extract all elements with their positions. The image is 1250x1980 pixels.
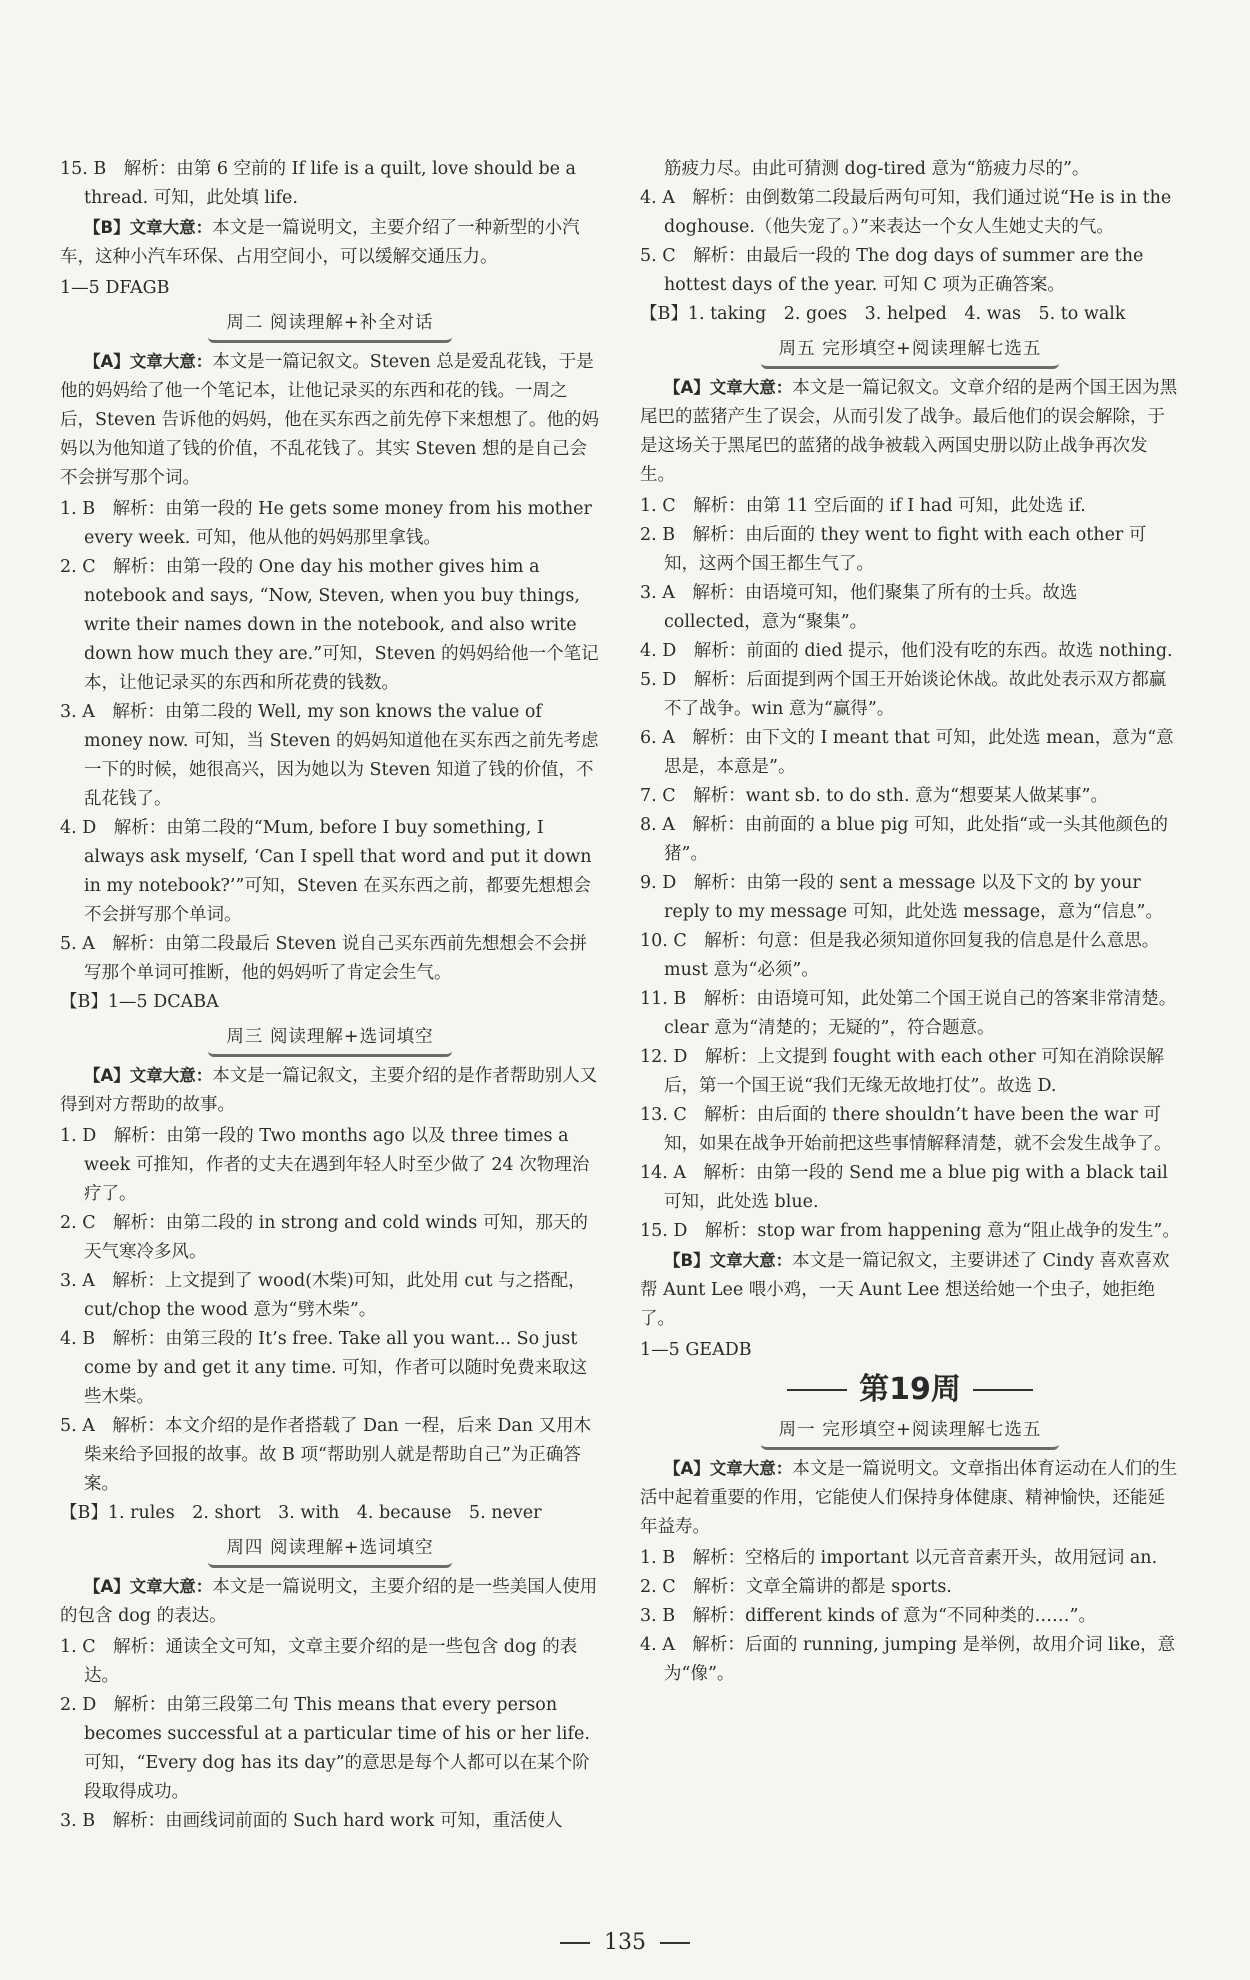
summary-text: 本文是一篇记叙文。文章介绍的是两个国王因为黑尾巴的蓝猪产生了误会，从而引发了战争。最后他们的误会解除，于是这场关于黑尾巴的蓝猪的战争被载入两国史册以防止战争再次发生。 [640, 378, 1178, 485]
answer-explanation: 2. B 解析：由后面的 they went to fight with each other 可知，这两个国王都生气了。 [640, 525, 1147, 574]
answer-explanation: 1. D 解析：由第一段的 Two months ago 以及 three times a week 可推知，作者的丈夫在遇到年轻人时至少做了 24 次物理治疗了。 [60, 1126, 590, 1204]
summary-text: 本文是一篇说明文，主要介绍的是一些美国人使用的包含 dog 的表达。 [60, 1577, 598, 1626]
answer-explanation: 5. C 解析：由最后一段的 The dog days of summer are the hottest days of the year. 可知 C 项为正确答案。 [640, 246, 1144, 295]
article-summary [640, 373, 1180, 490]
answer-explanation: 4. D 解析：由第二段的“Mum, before I buy something, I always ask myself, ‘Can I spell that word and put it down in my notebook?’”可知，Steven 在买东西之前，都要先想想会不会拼写那个单词。 [60, 818, 592, 925]
answer-line: 1—5 GEADB [640, 1340, 752, 1360]
answer-explanation: 5. A 解析：本文介绍的是作者搭载了 Dan 一程，后来 Dan 又用木柴来给予回报的故事。故 B 项“帮助别人就是帮助自己”为正确答案。 [60, 1416, 592, 1494]
left-column [60, 155, 600, 1836]
answer-explanation: 4. A 解析：由倒数第二段最后两句可知，我们通过说“He is in the doghouse.（他失宠了。）”来表达一个女人生她丈夫的气。 [640, 188, 1172, 237]
answer-explanation: 14. A 解析：由第一段的 Send me a blue pig with a black tail 可知，此处选 blue. [640, 1163, 1168, 1212]
answer-explanation: 3. B 解析：different kinds of 意为“不同种类的……”。 [640, 1606, 1096, 1626]
article-summary [60, 213, 600, 272]
answer-explanation: 2. C 解析：由第二段的 in strong and cold winds 可知，那天的天气寒冷多风。 [60, 1213, 588, 1262]
summary-text: 本文是一篇记叙文。Steven 总是爱乱花钱，于是他的妈妈给了他一个笔记本，让他记录买的东西和花的钱。一周之后，Steven 告诉他的妈妈，他在买东西之前先停下来想想了。他的妈妈以为他知道了钱的价值，不乱花钱了。其实 Steven 想的是自己会不会拼写那个词。 [60, 352, 599, 488]
section-heading-text: 周一 完形填空+阅读理解七选五 [761, 1416, 1060, 1450]
summary-tag: 【A】文章大意： [664, 378, 793, 397]
right-column [640, 155, 1180, 1689]
page-number [0, 1930, 1250, 1955]
page-number-text: 135 [604, 1930, 646, 1955]
summary-text: 本文是一篇说明文。文章指出体育运动在人们的生活中起着重要的作用，它能使人们保持身体健康、精神愉快，还能延年益寿。 [640, 1459, 1178, 1537]
summary-tag: 【A】文章大意： [84, 1577, 213, 1596]
answer-explanation: 3. A 解析：上文提到了 wood(木柴)可知，此处用 cut 与之搭配，cut/chop the wood 意为“劈木柴”。 [60, 1271, 586, 1320]
summary-tag: 【A】文章大意： [84, 352, 213, 371]
summary-text: 本文是一篇说明文，主要介绍了一种新型的小汽车，这种小汽车环保、占用空间小，可以缓解交通压力。 [60, 218, 580, 267]
summary-text: 本文是一篇记叙文，主要介绍的是作者帮助别人又得到对方帮助的故事。 [60, 1066, 598, 1115]
answer-explanation: 15. D 解析：stop war from happening 意为“阻止战争的发生”。 [640, 1221, 1180, 1241]
section-heading [60, 1023, 600, 1057]
answer-explanation: 1. B 解析：空格后的 important 以元音音素开头，故用冠词 an. [640, 1548, 1158, 1568]
section-heading-text: 周三 阅读理解+选词填空 [208, 1023, 451, 1057]
answer-explanation: 2. D 解析：由第三段第二句 This means that every person becomes successful at a particular time of his or her life. 可知，“Every dog has its day”的意思是每个人都可以在某个阶段取得成功。 [60, 1695, 590, 1802]
summary-text: 本文是一篇记叙文，主要讲述了 Cindy 喜欢喜欢帮 Aunt Lee 喂小鸡，一天 Aunt Lee 想送给她一个虫子，她拒绝了。 [640, 1251, 1170, 1329]
answer-explanation: 8. A 解析：由前面的 a blue pig 可知，此处指“或一头其他颜色的猪”。 [640, 815, 1168, 864]
answer-explanation: 7. C 解析：want sb. to do sth. 意为“想要某人做某事”。 [640, 786, 1108, 806]
page-number-dash-left [560, 1942, 590, 1944]
section-heading-text: 周五 完形填空+阅读理解七选五 [761, 335, 1060, 369]
week-title-text: 第19周 [859, 1372, 961, 1407]
section-heading [60, 1534, 600, 1568]
answer-explanation: 3. A 解析：由第二段的 Well, my son knows the value of money now. 可知，当 Steven 的妈妈知道他在买东西之前先考虑一下的时候，她很高兴，因为她以为 Steven 知道了钱的价值，不乱花钱了。 [60, 702, 599, 809]
answer-explanation: 12. D 解析：上文提到 fought with each other 可知在消除误解后，第一个国王说“我们无缘无故地打仗”。故选 D. [640, 1047, 1164, 1096]
answer-explanation: 11. B 解析：由语境可知，此处第二个国王说自己的答案非常清楚。clear 意为“清楚的；无疑的”，符合题意。 [640, 989, 1177, 1038]
summary-tag: 【A】文章大意： [664, 1459, 793, 1478]
answer-explanation: 13. C 解析：由后面的 there shouldn’t have been the war 可知，如果在战争开始前把这些事情解释清楚，就不会发生战争了。 [640, 1105, 1172, 1154]
page-number-dash-right [660, 1942, 690, 1944]
answer-explanation: 9. D 解析：由第一段的 sent a message 以及下文的 by your reply to my message 可知，此处选 message，意为“信息”。 [640, 873, 1163, 922]
summary-tag: 【B】文章大意： [84, 218, 213, 237]
answer-explanation: 5. D 解析：后面提到两个国王开始谈论休战。故此处表示双方都赢不了战争。win 意为“赢得”。 [640, 670, 1167, 719]
answer-line: 【B】1. taking 2. goes 3. helped 4. was 5. to walk [640, 304, 1126, 324]
section-heading-text: 周四 阅读理解+选词填空 [208, 1534, 451, 1568]
answer-explanation: 1. C 解析：由第 11 空后面的 if I had 可知，此处选 if. [640, 496, 1086, 516]
answer-line: 【B】1. rules 2. short 3. with 4. because 5. never [60, 1503, 542, 1523]
answer-explanation: 6. A 解析：由下文的 I meant that 可知，此处选 mean，意为“意思是，本意是”。 [640, 728, 1174, 777]
answer-explanation: 1. C 解析：通读全文可知，文章主要介绍的是一些包含 dog 的表达。 [60, 1637, 578, 1686]
answer-explanation: 3. A 解析：由语境可知，他们聚集了所有的士兵。故选 collected，意为“聚集”。 [640, 583, 1078, 632]
week-title [640, 1372, 1180, 1407]
section-heading [640, 1416, 1180, 1450]
article-summary [60, 1572, 600, 1631]
answer-explanation: 4. A 解析：后面的 running, jumping 是举例，故用介词 like，意为“像”。 [640, 1635, 1176, 1684]
section-heading-text: 周二 阅读理解+补全对话 [208, 309, 451, 343]
section-heading [640, 335, 1180, 369]
section-heading [60, 309, 600, 343]
article-summary [60, 1061, 600, 1120]
answer-explanation: 4. D 解析：前面的 died 提示，他们没有吃的东西。故选 nothing. [640, 641, 1173, 661]
answer-explanation: 5. A 解析：由第二段最后 Steven 说自己买东西前先想想会不会拼写那个单词可推断，他的妈妈听了肯定会生气。 [60, 934, 587, 983]
answer-line: 【B】1—5 DCABA [60, 992, 219, 1012]
article-summary [60, 347, 600, 493]
article-summary [640, 1246, 1180, 1334]
answer-explanation: 10. C 解析：句意：但是我必须知道你回复我的信息是什么意思。must 意为“必须”。 [640, 931, 1160, 980]
week-title-rule-right [973, 1389, 1033, 1391]
answer-explanation: 4. B 解析：由第三段的 It’s free. Take all you want... So just come by and get it any time. 可知，作者可以随时免费来取这些木柴。 [60, 1329, 588, 1407]
explanation-continued: 筋疲力尽。由此可猜测 dog-tired 意为“筋疲力尽的”。 [664, 159, 1090, 179]
answer-explanation: 15. B 解析：由第 6 空前的 If life is a quilt, love should be a thread. 可知，此处填 life. [60, 159, 576, 208]
answer-explanation: 3. B 解析：由画线词前面的 Such hard work 可知，重活使人 [60, 1811, 563, 1831]
answer-explanation: 2. C 解析：文章全篇讲的都是 sports. [640, 1577, 952, 1597]
week-title-rule-left [787, 1389, 847, 1391]
answer-explanation: 2. C 解析：由第一段的 One day his mother gives him a notebook and says, “Now, Steven, when you buy things, write their names down in the notebook, and also write down how much they are.”可知，Steven 的妈妈给他一个笔记本，让他记录买的东西和所花费的钱数。 [60, 557, 599, 693]
article-summary [640, 1454, 1180, 1542]
summary-tag: 【B】文章大意： [664, 1251, 793, 1270]
answer-explanation: 1. B 解析：由第一段的 He gets some money from his mother every week. 可知，他从他的妈妈那里拿钱。 [60, 499, 592, 548]
summary-tag: 【A】文章大意： [84, 1066, 213, 1085]
answer-line: 1—5 DFAGB [60, 278, 170, 298]
